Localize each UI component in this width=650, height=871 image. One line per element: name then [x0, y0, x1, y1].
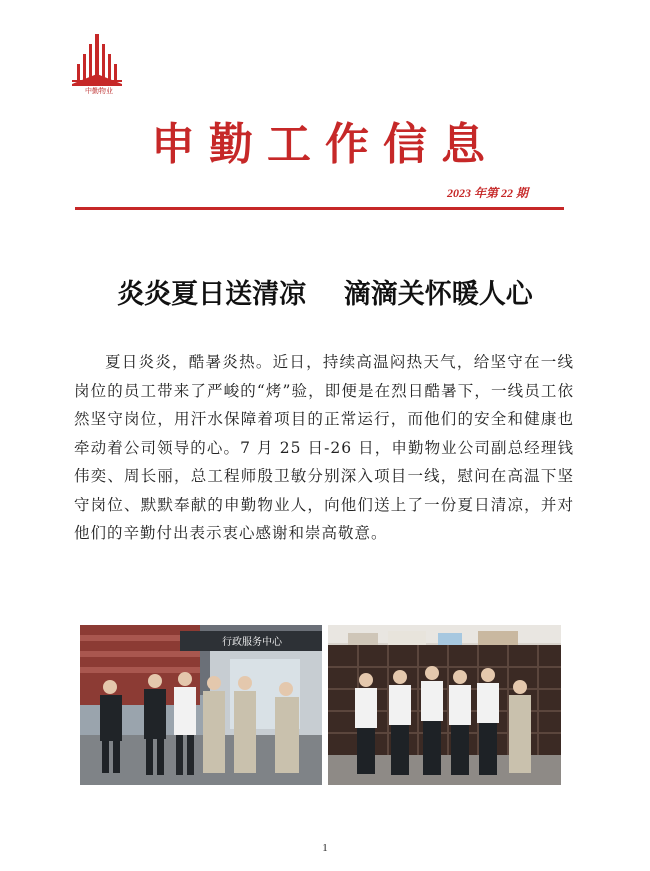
article-body: 夏日炎炎，酷暑炎热。近日，持续高温闷热天气，给坚守在一线岗位的员工带来了严峻的“烤”验，即便是在烈日酷暑下，一线员工依然坚守岗位，用汗水保障着项目的正常运行，而他们的安全和健康也牵动着公司领导的心。7 月 25 日-26 日，申勤物业公司副总经理钱伟奕、周长丽，总工程师殷卫敏分别深入项目一线，慰问在高温下坚守岗位、默默奉献的申勤物业人，向他们送上了一份夏日清凉，并对他们的辛勤付出表示衷心感谢和崇高敬意。 — [74, 353, 574, 542]
photo-visit-entrance — [80, 625, 322, 785]
logo-text: 中勤物业 — [85, 87, 113, 95]
article-headline: 炎炎夏日送清凉 滴滴关怀暖人心 — [117, 279, 533, 310]
masthead-divider — [75, 207, 564, 210]
issue-number: 2023 年第 22 期 — [446, 186, 528, 200]
page-number: 1 — [322, 842, 328, 854]
masthead-title: 申勤工作信息 — [151, 119, 499, 170]
company-logo — [72, 34, 122, 94]
photo-visit-office — [328, 625, 561, 785]
building-sign-text: 行政服务中心 — [222, 637, 282, 648]
